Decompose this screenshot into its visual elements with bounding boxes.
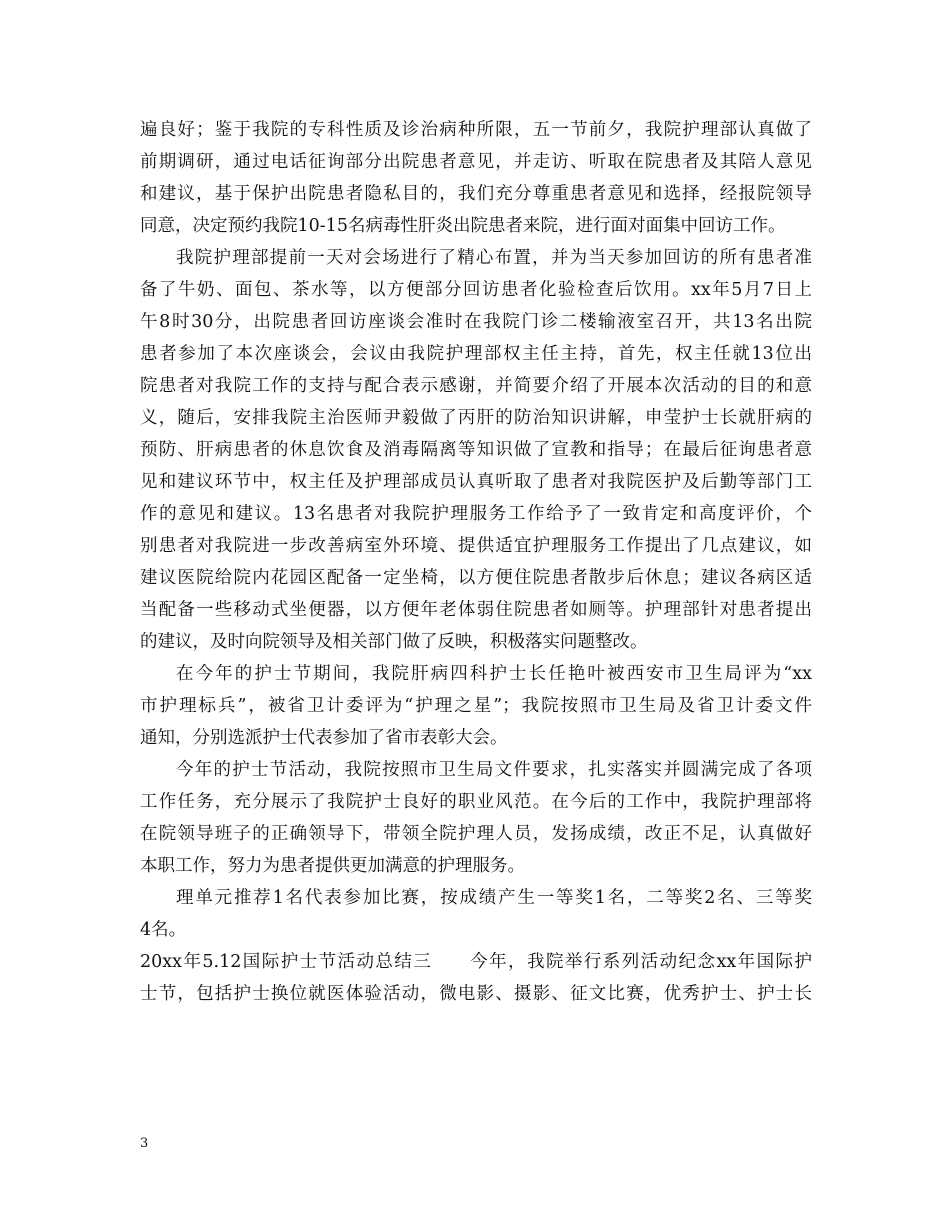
body-text — [140, 114, 812, 1010]
text-line: 义，随后，安排我院主治医师尹毅做了丙肝的防治知识讲解，申莹护士长就肝病的 — [140, 408, 812, 428]
text-line: 通知，分别选派护士代表参加了省市表彰大会。 — [140, 728, 508, 748]
text-line: 今年的护士节活动，我院按照市卫生局文件要求，扎实落实并圆满完成了各项 — [176, 760, 812, 780]
page-number: 3 — [140, 1136, 149, 1151]
text-line: 预防、肝病患者的休息饮食及消毒隔离等知识做了宣教和指导；在最后征询患者意 — [140, 440, 812, 460]
text-line: 的建议，及时向院领导及相关部门做了反映，积极落实问题整改。 — [140, 632, 648, 652]
text-line: 见和建议环节中，权主任及护理部成员认真听取了患者对我院医护及后勤等部门工 — [140, 472, 812, 492]
text-line: 备了牛奶、面包、茶水等，以方便部分回访患者化验检查后饮用。xx年5月7日上 — [140, 280, 812, 300]
text-line: 20xx年5.12国际护士节活动总结三 今年，我院举行系列活动纪念xx年国际护 — [140, 952, 812, 972]
text-line: 市护理标兵”，被省卫计委评为“护理之星”；我院按照市卫生局及省卫计委文件 — [140, 696, 812, 716]
text-line: 士节，包括护士换位就医体验活动，微电影、摄影、征文比赛，优秀护士、护士长 — [140, 984, 812, 1004]
text-line: 建议医院给院内花园区配备一定坐椅，以方便住院患者散步后休息；建议各病区适 — [140, 568, 812, 588]
text-line: 本职工作，努力为患者提供更加满意的护理服务。 — [140, 856, 525, 876]
text-line: 同意，决定预约我院10-15名病毒性肝炎出院患者来院，进行面对面集中回访工作。 — [140, 216, 786, 236]
text-line: 前期调研，通过电话征询部分出院患者意见，并走访、听取在院患者及其陪人意见 — [140, 152, 812, 172]
text-line: 理单元推荐1名代表参加比赛，按成绩产生一等奖1名，二等奖2名、三等奖 — [176, 888, 812, 908]
text-line: 在今年的护士节期间，我院肝病四科护士长任艳叶被西安市卫生局评为“xx — [176, 664, 812, 684]
text-line: 在院领导班子的正确领导下，带领全院护理人员，发扬成绩，改正不足，认真做好 — [140, 824, 812, 844]
text-line: 当配备一些移动式坐便器，以方便年老体弱住院患者如厕等。护理部针对患者提出 — [140, 600, 812, 620]
text-line: 遍良好；鉴于我院的专科性质及诊治病种所限，五一节前夕，我院护理部认真做了 — [140, 120, 812, 140]
text-line: 别患者对我院进一步改善病室外环境、提供适宜护理服务工作提出了几点建议，如 — [140, 536, 812, 556]
text-line: 我院护理部提前一天对会场进行了精心布置，并为当天参加回访的所有患者准 — [176, 248, 812, 268]
text-line: 工作任务，充分展示了我院护士良好的职业风范。在今后的工作中，我院护理部将 — [140, 792, 812, 812]
text-line: 作的意见和建议。13名患者对我院护理服务工作给予了一致肯定和高度评价，个 — [140, 504, 812, 524]
text-line: 和建议，基于保护出院患者隐私目的，我们充分尊重患者意见和选择，经报院领导 — [140, 184, 812, 204]
text-line: 患者参加了本次座谈会，会议由我院护理部权主任主持，首先，权主任就13位出 — [140, 344, 812, 364]
text-line: 4名。 — [140, 920, 187, 940]
text-line: 院患者对我院工作的支持与配合表示感谢，并简要介绍了开展本次活动的目的和意 — [140, 376, 812, 396]
text-line: 午8时30分，出院患者回访座谈会准时在我院门诊二楼输液室召开，共13名出院 — [140, 312, 812, 332]
